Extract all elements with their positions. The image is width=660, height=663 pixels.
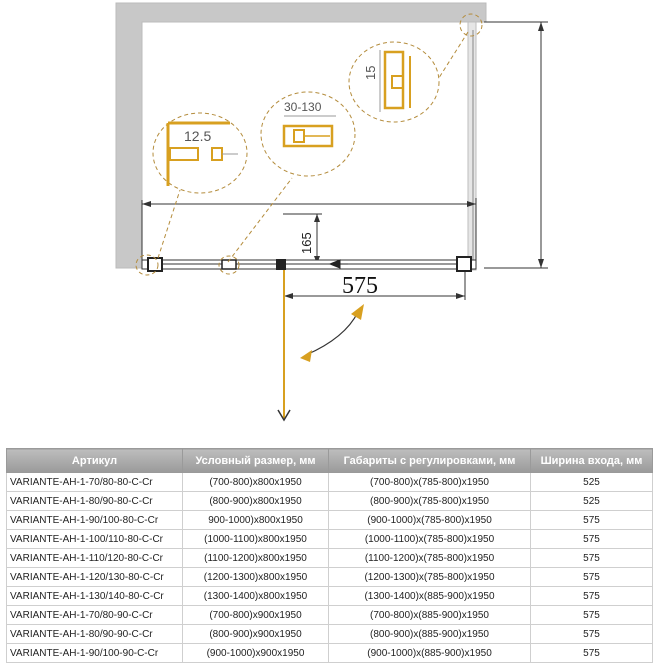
header-nominal-size: Условный размер, мм [183, 449, 329, 473]
cell-article: VARIANTE-AH-1-80/90-90-C-Cr [7, 625, 183, 644]
cell-nominal: (800-900)x800x1950 [183, 492, 329, 511]
cell-adjusted: (800-900)x(785-800)x1950 [329, 492, 531, 511]
cell-nominal: (700-800)x800x1950 [183, 473, 329, 492]
swing-arc [306, 312, 358, 355]
rail-end-left [148, 258, 162, 271]
cell-adjusted: (900-1000)x(885-900)x1950 [329, 644, 531, 663]
cell-adjusted: (1300-1400)x(885-900)x1950 [329, 587, 531, 606]
height-arrow-bottom [538, 259, 544, 268]
cell-adjusted: (1000-1100)x(785-800)x1950 [329, 530, 531, 549]
spec-table [6, 448, 653, 663]
detail-profile-depth [349, 42, 439, 122]
door-handle [276, 259, 286, 270]
cell-nominal: (1300-1400)x800x1950 [183, 587, 329, 606]
cell-entrance: 575 [531, 530, 653, 549]
cell-adjusted: (900-1000)x(785-800)x1950 [329, 511, 531, 530]
profile-depth-label: 15 [363, 65, 378, 80]
cell-entrance: 575 [531, 549, 653, 568]
table-row [7, 625, 653, 644]
cell-entrance: 575 [531, 625, 653, 644]
spec-table-header [7, 449, 653, 473]
cell-nominal: (1200-1300)x800x1950 [183, 568, 329, 587]
cell-adjusted: (1100-1200)x(785-800)x1950 [329, 549, 531, 568]
cell-adjusted: (700-800)x(785-800)x1950 [329, 473, 531, 492]
adjust-range-label: 30-130 [284, 100, 322, 114]
cell-article: VARIANTE-AH-1-130/140-80-C-Cr [7, 587, 183, 606]
door-offset-arrow-top [314, 214, 320, 222]
cell-nominal: (1100-1200)x800x1950 [183, 549, 329, 568]
cell-adjusted: (700-800)x(885-900)x1950 [329, 606, 531, 625]
door-offset-label: 165 [299, 232, 314, 254]
cell-adjusted: (1200-1300)x(785-800)x1950 [329, 568, 531, 587]
table-row [7, 473, 653, 492]
swing-arc-arrow-tail [300, 350, 312, 362]
cell-nominal: (700-800)x900x1950 [183, 606, 329, 625]
header-entrance-width: Ширина входа, мм [531, 449, 653, 473]
cell-entrance: 575 [531, 511, 653, 530]
width-arrow-left [142, 201, 151, 207]
cell-entrance: 575 [531, 568, 653, 587]
entrance-arrow-left [284, 293, 293, 299]
table-row [7, 511, 653, 530]
cell-nominal: 900-1000)x800x1950 [183, 511, 329, 530]
cell-article: VARIANTE-AH-1-110/120-80-C-Cr [7, 549, 183, 568]
cell-nominal: (800-900)x900x1950 [183, 625, 329, 644]
detail-adjust-range [261, 92, 355, 176]
table-row [7, 492, 653, 511]
cell-article: VARIANTE-AH-1-120/130-80-C-Cr [7, 568, 183, 587]
cell-entrance: 575 [531, 644, 653, 663]
swing-arc-arrow-head [351, 304, 364, 320]
header-adjusted-size: Габариты с регулировками, мм [329, 449, 531, 473]
table-row [7, 606, 653, 625]
table-row [7, 568, 653, 587]
cell-entrance: 575 [531, 606, 653, 625]
rail-end-right [457, 257, 471, 271]
cell-entrance: 525 [531, 473, 653, 492]
cell-article: VARIANTE-AH-1-90/100-80-C-Cr [7, 511, 183, 530]
entrance-arrow-right [456, 293, 465, 299]
entrance-width-label: 575 [342, 273, 378, 299]
cell-entrance: 525 [531, 492, 653, 511]
table-row [7, 587, 653, 606]
header-article: Артикул [7, 449, 183, 473]
cell-nominal: (900-1000)x900x1950 [183, 644, 329, 663]
cell-nominal: (1000-1100)x800x1950 [183, 530, 329, 549]
cell-entrance: 575 [531, 587, 653, 606]
table-row [7, 530, 653, 549]
cell-adjusted: (800-900)x(885-900)x1950 [329, 625, 531, 644]
wall-corner-strip [468, 22, 476, 270]
rail-gap-label: 12.5 [184, 128, 212, 144]
cell-article: VARIANTE-AH-1-70/80-80-C-Cr [7, 473, 183, 492]
height-arrow-top [538, 22, 544, 31]
detail-rail-gap [153, 113, 247, 193]
table-row [7, 549, 653, 568]
cell-article: VARIANTE-AH-1-80/90-80-C-Cr [7, 492, 183, 511]
cell-article: VARIANTE-AH-1-100/110-80-C-Cr [7, 530, 183, 549]
cell-article: VARIANTE-AH-1-70/80-90-C-Cr [7, 606, 183, 625]
cell-article: VARIANTE-AH-1-90/100-90-C-Cr [7, 644, 183, 663]
